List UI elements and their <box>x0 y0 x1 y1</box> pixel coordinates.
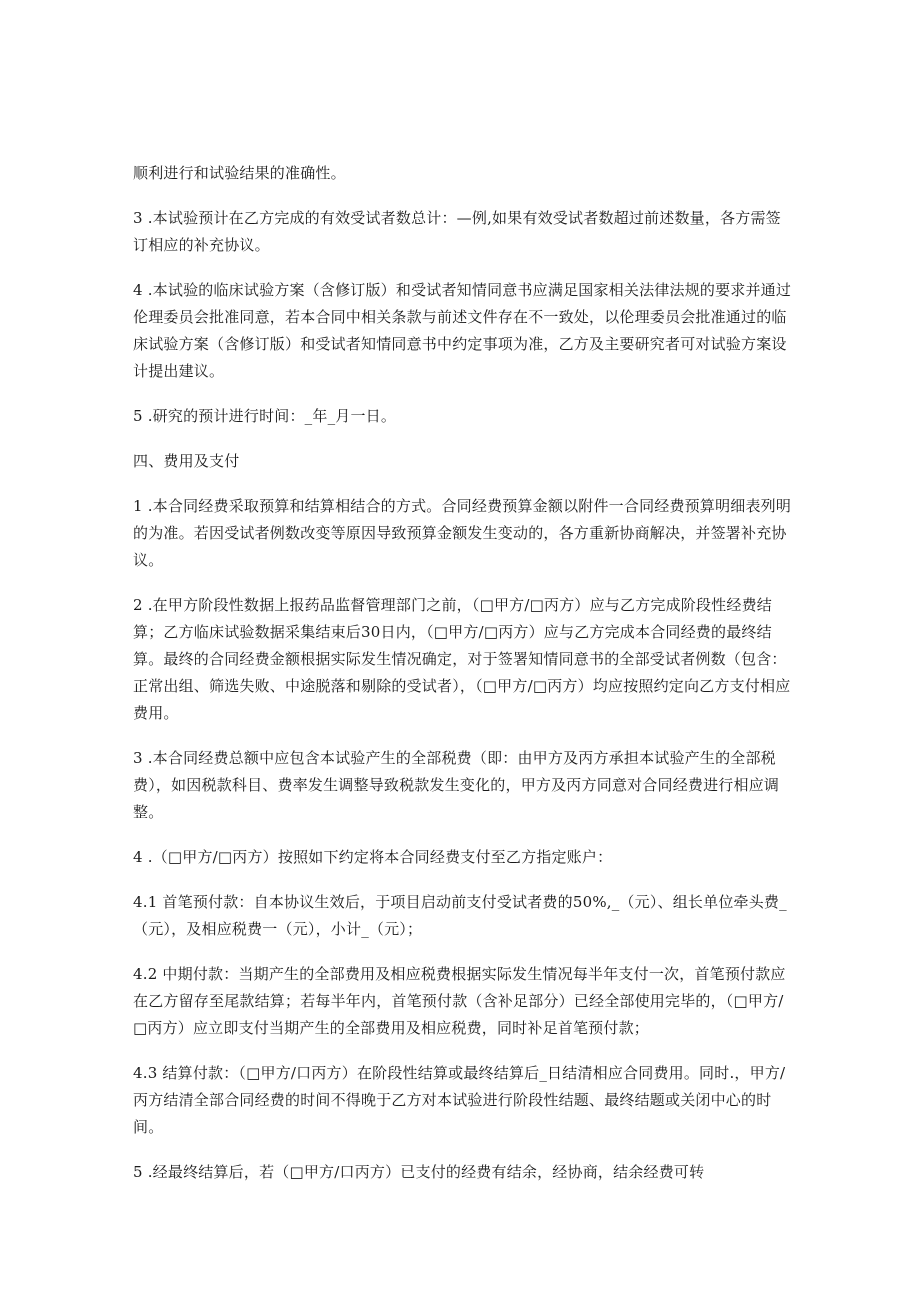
paragraph-fee-item-4: 4 .（□甲方/□丙方）按照如下约定将本合同经费支付至乙方指定账户： <box>133 848 613 866</box>
paragraph-fee-item-1: 1 .本合同经费采取预算和结算相结合的方式。合同经费预算金额以附件一合同经费预算明细表列明的为准。若因受试者例数改变等原因导致预算金额发生变动的，各方重新协商解决，并签署补充协议。 <box>133 497 792 569</box>
paragraph-fee-item-4-1: 4.1 首笔预付款：自本协议生效后，于项目启动前支付受试者费的50%,_（元）、组长单位牵头费_（元），及相应税费一（元），小计_（元）； <box>133 893 787 938</box>
paragraph-fee-item-2: 2 .在甲方阶段性数据上报药品监督管理部门之前，（□甲方/□丙方）应与乙方完成阶段性经费结算；乙方临床试验数据采集结束后30日内，（□甲方/□丙方）应与乙方完成本合同经费的最终结算。最终的合同经费金额根据实际发生情况确定，对于签署知情同意书的全部受试者例数（包含：正常出组、筛选失败、中途脱落和剔除的受试者），（□甲方/□丙方）均应按照约定向乙方支付相应费用。 <box>133 596 791 722</box>
paragraph-item-5-schedule: 5 .研究的预计进行时间：_年_月一日。 <box>133 407 397 425</box>
paragraph-item-3-subject-count: 3 .本试验预计在乙方完成的有效受试者数总计：—例,如果有效受试者数超过前述数量，各方需签订相应的补充协议。 <box>133 209 781 254</box>
document-body <box>133 160 793 1204</box>
section-heading-fees-payment: 四、费用及支付 <box>133 452 240 470</box>
paragraph-item-4-protocol: 4 .本试验的临床试验方案（含修订版）和受试者知情同意书应满足国家相关法律法规的要求并通过伦理委员会批准同意，若本合同中相关条款与前述文件存在不一致处，以伦理委员会批准通过的临床试验方案（含修订版）和受试者知情同意书中约定事项为准，乙方及主要研究者可对试验方案设计提出建议。 <box>133 281 792 380</box>
paragraph-fee-item-5: 5 .经最终结算后，若（□甲方/口丙方）已支付的经费有结余，经协商，结余经费可转 <box>133 1163 705 1181</box>
paragraph-fee-item-3: 3 .本合同经费总额中应包含本试验产生的全部税费（即：由甲方及丙方承担本试验产生的全部税费），如因税款科目、费率发生调整导致税款发生变化的，甲方及丙方同意对合同经费进行相应调整。 <box>133 749 780 821</box>
paragraph-fee-item-4-3: 4.3 结算付款：（□甲方/口丙方）在阶段性结算或最终结算后_日结清相应合同费用。同时.，甲方/丙方结清全部合同经费的时间不得晚于乙方对本试验进行阶段性结题、最终结题或关闭中心的时间。 <box>133 1064 786 1136</box>
paragraph-continuation: 顺利进行和试验结果的准确性。 <box>133 164 346 182</box>
paragraph-fee-item-4-2: 4.2 中期付款：当期产生的全部费用及相应税费根据实际发生情况每半年支付一次，首笔预付款应在乙方留存至尾款结算；若每半年内，首笔预付款（含补足部分）已经全部使用完毕的，（□甲方/□丙方）应立即支付当期产生的全部费用及相应税费，同时补足首笔预付款； <box>133 965 786 1037</box>
